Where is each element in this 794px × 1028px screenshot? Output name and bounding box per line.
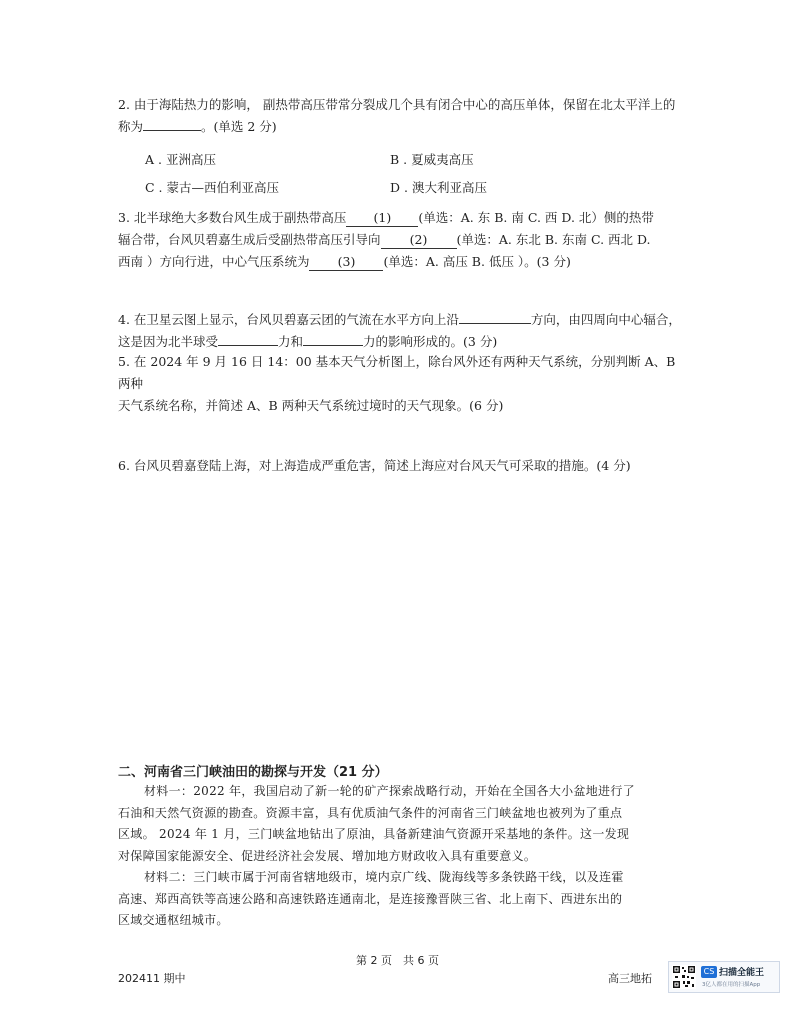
material-2-line1: 材料二：三门峡市属于河南省辖地级市，境内京广线、陇海线等多条铁路干线，以及连霍: [144, 870, 624, 884]
question-3-line2: [118, 229, 688, 251]
q3-text: 3. 北半球绝大多数台风生成于副热带高压: [118, 210, 347, 225]
footer-right-label: 高三地拓: [608, 972, 652, 985]
question-2-suffix: 。(单选 2 分): [201, 119, 277, 134]
answer-blank: [459, 323, 531, 324]
q3-text: 西南 ）方向行进，中心气压系统为: [118, 254, 310, 269]
answer-blank-1: (1): [346, 210, 418, 227]
question-2-line2: [118, 116, 688, 138]
material-2-line2: 高速、郑西高铁等高速公路和高速铁路连通南北，是连接豫晋陕三省、北上南下、西进东出的: [118, 891, 623, 906]
question-2: [118, 94, 688, 138]
q4-text: 力和: [278, 334, 304, 349]
qr-code-icon: [672, 965, 696, 989]
question-2-prefix: 称为: [118, 119, 144, 134]
scanner-watermark-badge: [668, 961, 780, 993]
question-6-text: 6. 台风贝碧嘉登陆上海，对上海造成严重危害，简述上海应对台风天气可采取的措施。(4 分): [118, 458, 631, 473]
question-5: [118, 329, 688, 417]
question-2-line1: 2. 由于海陆热力的影响， 副热带高压带常分裂成几个具有闭合中心的高压单体，保留在北太平洋上的: [118, 97, 676, 112]
section-2-title: 二、河南省三门峡油田的勘探与开发（21 分）: [118, 765, 388, 780]
footer-left-label: 202411 期中: [118, 972, 186, 985]
answer-blank-2: (2): [381, 232, 457, 249]
scanner-app-tagline: 3亿人都在用的扫描App: [702, 982, 761, 988]
material-2-line3: 区域交通枢纽城市。: [118, 913, 229, 927]
question-3-line3: [118, 251, 688, 273]
question-6: [118, 455, 688, 477]
material-1-line1: 材料一：2022 年，我国启动了新一轮的矿产探索战略行动，开始在全国各大小盆地进行了: [144, 784, 635, 798]
q4-text: 方向，由四周向中心辐合，: [530, 312, 681, 327]
q3-text: (单选：A. 东 B. 南 C. 西 D. 北）侧的热带: [418, 210, 654, 225]
question-3-line1: [118, 207, 688, 229]
question-4-line1: [118, 309, 688, 331]
q3-text: 辐合带，台风贝碧嘉生成后受副热带高压引导向: [118, 232, 381, 247]
option-a: A . 亚洲高压: [145, 152, 216, 167]
q4-text: 力的影响形成的。(3 分): [363, 334, 498, 349]
answer-blank: [143, 130, 201, 131]
page-number: 第 2 页 共 6 页: [356, 954, 439, 967]
q4-text: 这是因为北半球受: [118, 334, 219, 349]
question-5-line1: 5. 在 2024 年 9 月 16 日 14：00 基本天气分析图上，除台风外还有两种天气系统，分别判断 A、B 两种: [118, 354, 676, 391]
question-3: [118, 207, 688, 273]
option-b: B . 夏威夷高压: [390, 152, 474, 167]
scanner-app-name: 扫描全能王: [719, 968, 765, 978]
material-1-line3: 区域。 2024 年 1 月，三门峡盆地钻出了原油，具备新建油气资源开采基地的条件。这一发现: [118, 827, 630, 841]
option-c: C . 蒙古—西伯利亚高压: [145, 180, 279, 195]
q3-text: (单选：A. 高压 B. 低压 ）。(3 分): [383, 254, 571, 269]
section-2-materials: [118, 781, 688, 932]
option-d: D . 澳大利亚高压: [390, 180, 487, 195]
camscanner-logo-icon: CS: [701, 966, 717, 978]
material-1-line4: 对保障国家能源安全、促进经济社会发展、增加地方财政收入具有重要意义。: [118, 848, 537, 863]
question-5-line2: 天气系统名称，并简述 A、B 两种天气系统过境时的天气现象。(6 分): [118, 398, 504, 413]
q3-text: (单选：A. 东北 B. 东南 C. 西北 D.: [456, 232, 651, 247]
q4-text: 4. 在卫星云图上显示，台风贝碧嘉云团的气流在水平方向上沿: [118, 312, 459, 327]
answer-blank-3: (3): [309, 254, 383, 271]
material-1-line2: 石油和天然气资源的勘查。资源丰富，具有优质油气条件的河南省三门峡盆地也被列为了重点: [118, 805, 623, 820]
